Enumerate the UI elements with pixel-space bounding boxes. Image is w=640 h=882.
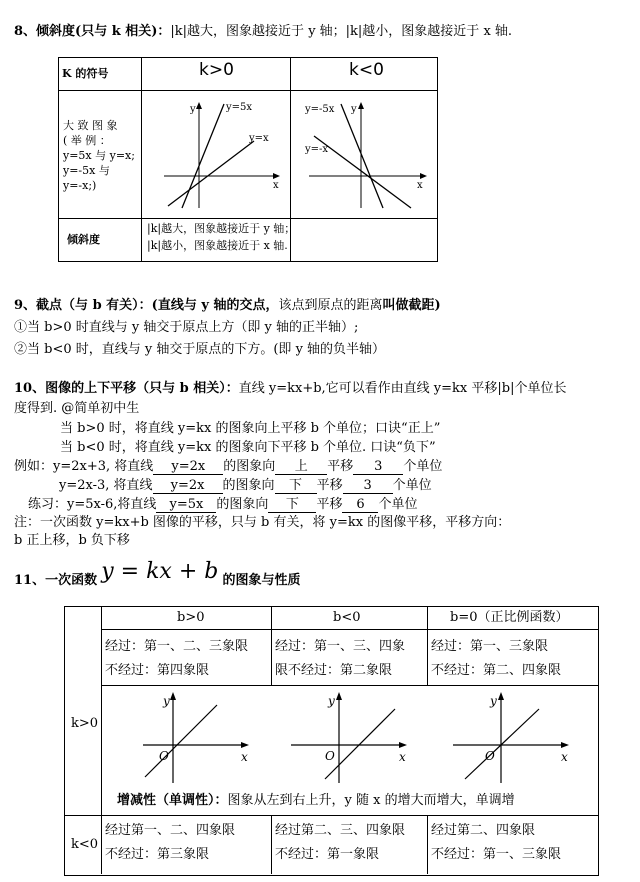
line-y-x bbox=[168, 141, 254, 206]
formula: y = kx + b bbox=[101, 559, 219, 584]
section-9-line1: ①当 b>0 时直线与 y 轴交于原点上方（即 y 轴的正半轴）; bbox=[14, 320, 359, 335]
header-b-neg: b<0 bbox=[333, 610, 361, 625]
line-y-5x bbox=[182, 104, 224, 208]
section-8-text: |k|越大，图象越接近于 y 轴；|k|越小，图象越接近于 x 轴. bbox=[170, 24, 513, 39]
slope-table bbox=[58, 57, 438, 262]
row-k-pos: k>0 bbox=[71, 716, 99, 731]
svg-text:y: y bbox=[190, 104, 196, 115]
linear-function-table: b>0 b<0 b=0（正比例函数） k>0 k<0 经过：第一、二、三象限 不经过：第四象限 经过：第一、三、四象 限不经过：第二象限 经过：第一、三象限 不经过：第二、四象限 y x O y x O y x O 增减性（单调性）：图象从左到右上升，y 随 x 的增大而增大，单调增 经过第一、二、四象限 不经过：第三象限 经过第二、三、四象限 不经过：第一象限 经过第二、四象限 不经过：第一、三象限 bbox=[64, 606, 599, 876]
example-2: y=2x-3, 将直线 y=2x 的图象向 下 平移 3 个单位 bbox=[59, 474, 432, 494]
svg-text:x: x bbox=[241, 750, 248, 764]
svg-text:y=x: y=x bbox=[249, 133, 269, 144]
table1-header-kpos: k>0 bbox=[199, 60, 234, 80]
section-8-title: 8、倾斜度(只与 k 相关)： bbox=[14, 24, 171, 39]
svg-text:y=-x: y=-x bbox=[305, 144, 329, 155]
row-k-neg: k<0 bbox=[71, 837, 99, 852]
section-8 bbox=[14, 20, 512, 39]
svg-text:O: O bbox=[325, 749, 335, 763]
table1-header-sign: K 的符号 bbox=[62, 67, 109, 80]
header-b-pos: b>0 bbox=[177, 610, 205, 625]
table1-slope-label: 倾斜度 bbox=[67, 233, 100, 246]
table1-slope-text2: |k|越小，图象越接近于 x 轴. bbox=[147, 239, 288, 252]
svg-text:y=5x: y=5x bbox=[226, 102, 253, 113]
svg-text:y: y bbox=[163, 694, 170, 708]
section-11-title: 11、一次函数 y = kx + b 的图象与性质 bbox=[14, 559, 301, 588]
svg-text:x: x bbox=[417, 180, 423, 191]
table1-row-label: 大 致 图 象 ( 举 例 ： y=5x 与 y=x; y=-5x 与 y=-x;) bbox=[63, 119, 135, 192]
table1-header-kneg: k<0 bbox=[349, 60, 384, 80]
svg-text:y: y bbox=[490, 694, 497, 708]
graph-b-neg bbox=[283, 687, 413, 787]
section-9-title: 9、截点（与 b 有关）：(直线与 y 轴的交点，该点到原点的距离叫做截距) bbox=[14, 298, 441, 313]
svg-text:y: y bbox=[328, 694, 335, 708]
section-10-intro2: 度得到. @简单初中生 bbox=[14, 401, 140, 416]
table1-slope-text1: |k|越大，图象越接近于 y 轴； bbox=[147, 222, 296, 235]
header-b-zero: b=0（正比例函数） bbox=[450, 610, 569, 625]
section-10-line2: 当 b<0 时，将直线 y=kx 的图象向下平移 b 个单位. 口诀“负下” bbox=[60, 440, 436, 455]
section-10-title: 10、图像的上下平移（只与 b 相关）：直线 y=kx+b,它可以看作由直线 y=kx 平移|b|个单位长 bbox=[14, 381, 567, 396]
svg-text:y=-5x: y=-5x bbox=[305, 104, 335, 115]
svg-text:x: x bbox=[561, 750, 568, 764]
example-1: 例如：y=2x+3, 将直线 y=2x 的图象向 上 平移 3 个单位 bbox=[14, 455, 442, 475]
graph-kneg bbox=[299, 96, 433, 214]
example-3: 练习：y=5x-6,将直线 y=5x 的图象向 下 平移 6 个单位 bbox=[28, 493, 417, 513]
graph-b-zero bbox=[445, 687, 575, 787]
svg-text:O: O bbox=[485, 749, 495, 763]
section-10-line1: 当 b>0 时，将直线 y=kx 的图象向上平移 b 个单位；口诀“正上” bbox=[60, 421, 441, 436]
svg-text:x: x bbox=[399, 750, 406, 764]
graph-kpos bbox=[154, 96, 284, 214]
svg-text:x: x bbox=[273, 180, 279, 191]
graph-b-pos bbox=[135, 687, 255, 787]
svg-text:y: y bbox=[351, 104, 357, 115]
section-10-note2: b 正上移，b 负下移 bbox=[14, 533, 130, 548]
svg-text:O: O bbox=[159, 749, 169, 763]
monotonic-row: 增减性（单调性）：图象从左到右上升，y 随 x 的增大而增大，单调增 bbox=[117, 793, 515, 808]
section-10-note1: 注：一次函数 y=kx+b 图像的平移，只与 b 有关，将 y=kx 的图像平移，平移方向： bbox=[14, 515, 511, 530]
section-9-line2: ②当 b<0 时，直线与 y 轴交于原点的下方。(即 y 轴的负半轴） bbox=[14, 342, 386, 357]
